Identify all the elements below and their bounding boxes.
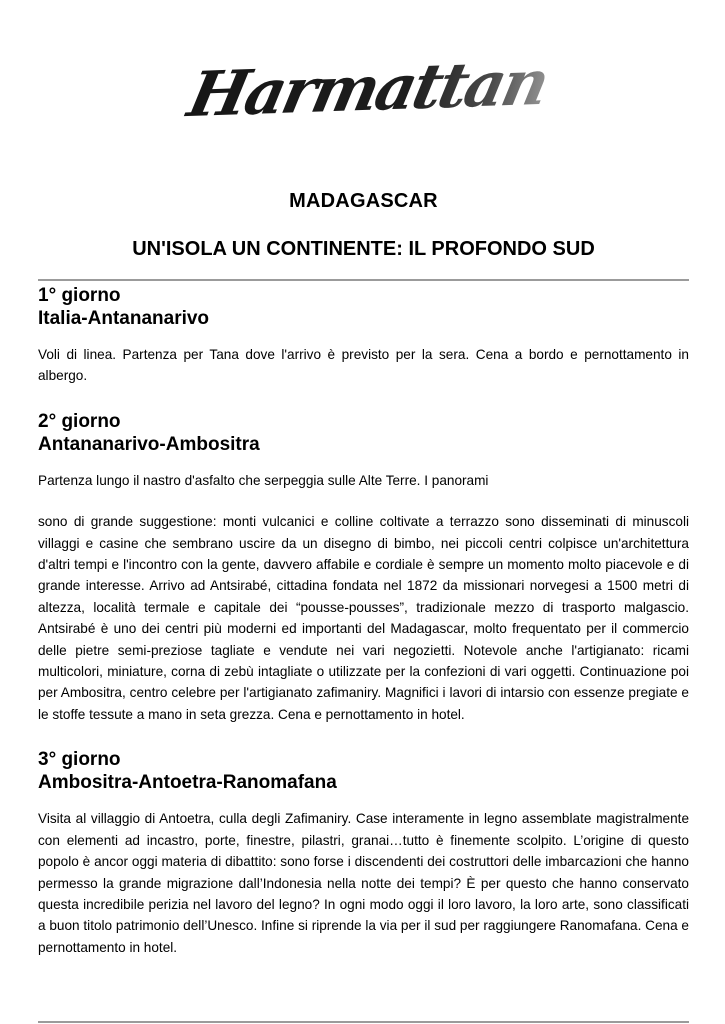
harmattan-logo xyxy=(169,0,559,140)
harmattan-logo-text: Harmattan xyxy=(181,45,553,131)
day-1-heading xyxy=(38,284,689,330)
day-2-label: 2° giorno xyxy=(38,410,121,432)
day-2-route: Antananarivo-Ambositra xyxy=(38,433,260,455)
header-rule xyxy=(38,279,689,281)
day-2-paragraph-intro: Partenza lungo il nastro d'asfalto che serpeggia sulle Alte Terre. I panorami xyxy=(38,472,489,488)
page-title: MADAGASCAR xyxy=(289,190,438,212)
harmattan-logo-image xyxy=(169,34,559,140)
day-2-heading xyxy=(38,410,689,456)
day-3-label: 3° giorno xyxy=(38,749,121,771)
day-3-route: Ambositra-Antoetra-Ranomafana xyxy=(38,772,337,794)
day-1-label: 1° giorno xyxy=(38,285,121,306)
footer-rule xyxy=(38,1021,689,1023)
page-subtitle: UN'ISOLA UN CONTINENTE: IL PROFONDO SUD xyxy=(132,238,595,260)
day-2-paragraph-main: sono di grande suggestione: monti vulcanici e colline coltivate a terrazzo sono disseminati di minuscoli villaggi e casine che sembrano uscire da un disegno di bimbo, nei piccoli centri colpisce un'architettura d'altri tempi e l'incontro con la gente, davvero affabile e cordiale è sempre un momento molto piacevole e di grande interesse. Arrivo ad Antsirabé, cittadina fondata nel 1872 da missionari norvegesi a 1500 metri di altezza, località termale e capitale dei “pousse-pousses”, tradizionale mezzo di trasporto malgascio. Antsirabé è uno dei centri più moderni ed importanti del Madagascar, molto frequentato per il commercio delle pietre semi-preziose tagliate e vendute nei vari negozietti. Notevole anche l'artigianato: ricami multicolori, miniature, corna di zebù intagliate o utilizzate per la confezioni di vari oggetti. Continuazione poi per Ambositra, centro celebre per l'artigianato zafimaniry. Magnifici i lavori di intarsio con essenze pregiate e le stoffe tessute a mano in seta grezza. Cena e pernottamento in hotel. xyxy=(38,514,689,722)
section-day-3 xyxy=(38,748,689,958)
day-3-paragraph: Visita al villaggio di Antoetra, culla degli Zafimaniry. Case interamente in legno assemblate magistralmente con elementi ad incastro, porte, finestre, pilastri, granai…tutto è finemente scolpito. L’origine di questo popolo è ancor oggi materia di dibattito: sono forse i discendenti dei costruttori delle imbarcazioni che hanno permesso la grande migrazione dall’Indonesia nella notte dei tempi? È per questo che hanno conservato questa incredibile perizia nel lavoro del legno? In ogni modo oggi il loro lavoro, la loro arte, sono classificati a buon titolo patrimonio dell’Unesco. Infine si riprende la via per il sud per raggiungere Ranomafana. Cena e pernottamento in hotel. xyxy=(38,811,689,955)
section-day-2 xyxy=(38,410,689,725)
day-3-heading xyxy=(38,748,689,794)
day-1-route: Italia-Antananarivo xyxy=(38,308,210,329)
section-day-1 xyxy=(38,284,689,387)
day-1-paragraph: Voli di linea. Partenza per Tana dove l'arrivo è previsto per la sera. Cena a bordo e pernottamento in albergo. xyxy=(38,347,689,384)
